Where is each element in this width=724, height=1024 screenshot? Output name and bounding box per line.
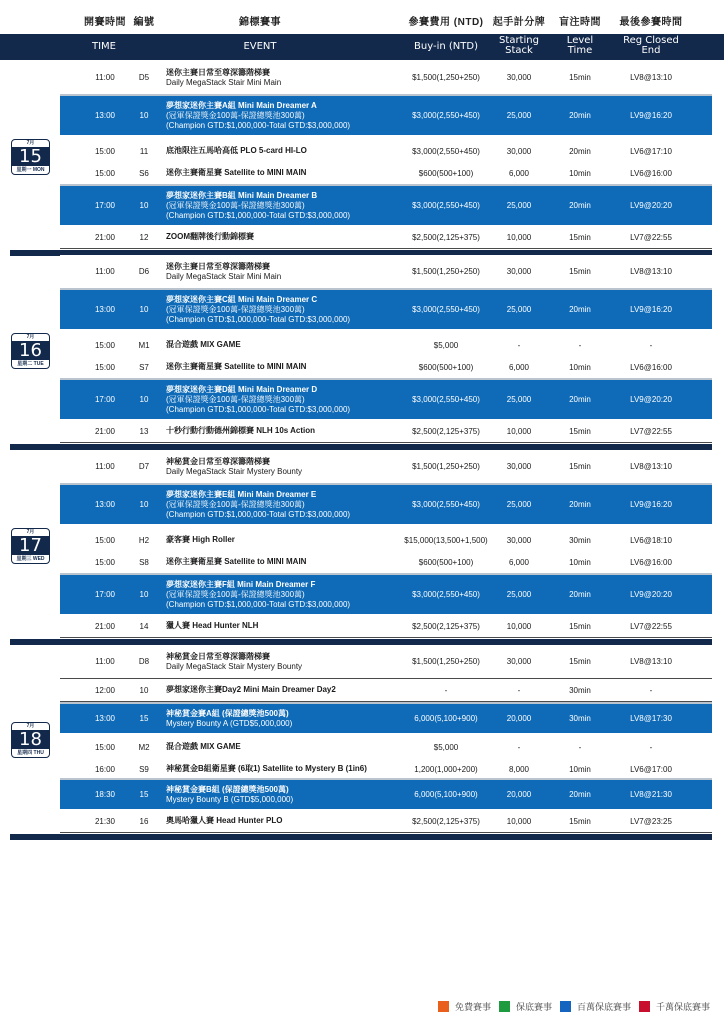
event-time: 17:00 <box>94 590 116 599</box>
event-level-time: 15min <box>569 267 591 276</box>
event-name: 豪客賽 High Roller <box>166 535 235 544</box>
event-cell <box>166 255 396 288</box>
event-cell <box>166 810 396 832</box>
event-reg-closed: LV9@16:20 <box>630 500 672 509</box>
event-subtitle: (冠軍保證獎金100萬-保證總獎池300萬) <box>166 110 305 120</box>
event-time: 17:00 <box>94 201 116 210</box>
event-number: 16 <box>139 816 149 826</box>
event-name: 奧馬哈獵人賽 Head Hunter PLO <box>166 816 283 825</box>
col-buyin-zh: 參賽費用 (NTD) <box>408 17 484 28</box>
event-buyin: $5,000 <box>433 742 459 752</box>
event-level-time: - <box>578 340 582 350</box>
event-name: 迷你主賽衛星賽 Satellite to MINI MAIN <box>166 362 307 371</box>
event-buyin: $1,500(1,250+250) <box>412 462 480 471</box>
header-en <box>0 34 724 60</box>
event-row <box>60 380 712 419</box>
event-buyin: $1,500(1,250+250) <box>412 267 480 276</box>
event-buyin: 1,200(1,000+200) <box>414 764 478 774</box>
event-row <box>60 226 712 249</box>
event-level-time: 20min <box>569 201 591 210</box>
event-reg-closed: LV9@16:20 <box>630 111 672 120</box>
col-stack-en: Starting Stack <box>499 35 539 56</box>
event-reg-closed: LV8@13:10 <box>630 267 672 276</box>
event-reg-closed: LV6@16:00 <box>630 362 672 372</box>
date-badge <box>11 139 50 175</box>
event-stack: 8,000 <box>508 764 530 774</box>
event-time: 21:30 <box>94 816 116 826</box>
date-weekday: 星期四 THU <box>17 750 44 756</box>
event-buyin: 6,000(5,100+900) <box>414 714 478 723</box>
event-time: 11:00 <box>95 462 115 471</box>
date-badge <box>11 722 50 758</box>
event-time: 21:00 <box>94 621 116 631</box>
event-stack: 25,000 <box>506 201 532 210</box>
event-time: 21:00 <box>94 426 116 436</box>
event-cell <box>166 140 396 162</box>
event-stack: 30,000 <box>506 462 532 471</box>
event-time: 18:30 <box>94 790 116 799</box>
event-time: 13:00 <box>94 111 116 120</box>
event-stack: 10,000 <box>506 426 532 436</box>
event-level-time: 30min <box>569 535 591 545</box>
col-reg-zh: 最後參賽時間 <box>619 17 683 28</box>
event-number: 11 <box>139 146 149 156</box>
legend-label: 百萬保底賽事 <box>576 1002 631 1012</box>
event-level-time: 20min <box>569 500 591 509</box>
event-cell <box>166 290 396 329</box>
event-subtitle: Mystery Bounty B (GTD$5,000,000) <box>166 794 294 804</box>
date-weekday: 星期三 WED <box>16 556 45 562</box>
event-cell <box>166 551 396 573</box>
date-month: 7月 <box>26 723 35 729</box>
event-level-time: 15min <box>569 621 591 631</box>
event-name: 迷你主賽日常至尊深籌階梯賽 <box>166 67 270 77</box>
event-subtitle: Mystery Bounty A (GTD$5,000,000) <box>166 718 293 728</box>
event-time: 15:00 <box>94 362 116 372</box>
event-number: 10 <box>139 395 149 404</box>
event-name: 神秘賞金賽A組 (保證總獎池500萬) <box>166 708 289 718</box>
event-time: 15:00 <box>94 557 116 567</box>
event-stack: 6,000 <box>508 557 530 567</box>
event-reg-closed: LV9@20:20 <box>630 201 672 210</box>
event-number: 10 <box>139 685 149 695</box>
event-stack: 20,000 <box>506 790 532 799</box>
legend-swatch-icon <box>438 1001 449 1012</box>
event-stack: 30,000 <box>506 657 532 666</box>
event-stack: 30,000 <box>506 146 532 156</box>
event-level-time: 20min <box>569 590 591 599</box>
event-row <box>60 704 712 733</box>
day-separator <box>10 834 712 840</box>
event-subtitle: Daily MegaStack Stair Mini Main <box>166 271 282 281</box>
event-name: 夢想家迷你主賽C組 Mini Main Dreamer C <box>166 294 318 304</box>
event-time: 11:00 <box>95 267 115 276</box>
legend-item <box>438 1000 491 1013</box>
date-month: 7月 <box>26 334 35 340</box>
event-reg-closed: LV8@17:30 <box>630 714 672 723</box>
col-reg-en: Reg Closed End <box>623 35 679 56</box>
event-time: 12:00 <box>94 685 116 695</box>
event-cell <box>166 380 396 419</box>
event-level-time: 15min <box>569 816 591 826</box>
event-stack: 25,000 <box>506 111 532 120</box>
col-no-zh: 編號 <box>133 17 155 28</box>
event-stack: 25,000 <box>506 590 532 599</box>
event-stack: 10,000 <box>506 232 532 242</box>
event-cell <box>166 645 396 678</box>
event-cell <box>166 420 396 442</box>
event-subtitle: (冠軍保證獎金100萬-保證總獎池300萬) <box>166 394 305 404</box>
event-number: 15 <box>139 714 149 723</box>
event-name: 夢想家迷你主賽Day2 Mini Main Dreamer Day2 <box>166 685 336 694</box>
event-level-time: 15min <box>569 232 591 242</box>
event-row <box>60 575 712 614</box>
event-subtitle: Daily MegaStack Stair Mini Main <box>166 77 282 87</box>
event-reg-closed: LV6@17:10 <box>630 146 672 156</box>
event-level-time: 20min <box>569 305 591 314</box>
event-reg-closed: - <box>649 742 653 752</box>
event-level-time: 30min <box>569 714 591 723</box>
event-time: 11:00 <box>95 657 115 666</box>
event-reg-closed: LV7@22:55 <box>630 621 672 631</box>
event-cell <box>166 736 396 758</box>
event-name: 迷你主賽衛星賽 Satellite to MINI MAIN <box>166 557 307 566</box>
event-buyin: $3,000(2,550+450) <box>412 590 480 599</box>
event-buyin: - <box>444 685 448 695</box>
event-reg-closed: LV8@13:10 <box>630 73 672 82</box>
event-number: 10 <box>139 111 149 120</box>
event-number: 10 <box>139 590 149 599</box>
legend-item <box>499 1000 552 1013</box>
event-buyin: $1,500(1,250+250) <box>412 73 480 82</box>
event-stack: 25,000 <box>506 395 532 404</box>
event-subtitle: Daily MegaStack Stair Mystery Bounty <box>166 466 303 476</box>
event-number: S9 <box>139 764 149 774</box>
event-row <box>60 485 712 524</box>
date-month: 7月 <box>26 529 35 535</box>
event-buyin: $3,000(2,550+450) <box>412 305 480 314</box>
event-buyin: $15,000(13,500+1,500) <box>404 535 488 545</box>
event-name: 夢想家迷你主賽F組 Mini Main Dreamer F <box>166 579 316 589</box>
event-number: 10 <box>139 305 149 314</box>
event-number: H2 <box>138 535 150 545</box>
event-level-time: 15min <box>569 426 591 436</box>
event-level-time: 15min <box>569 462 591 471</box>
date-day: 15 <box>12 147 49 166</box>
event-name: 迷你主賽衛星賽 Satellite to MINI MAIN <box>166 168 307 177</box>
event-number: D6 <box>138 267 150 276</box>
event-name: 神秘賞金賽B組 (保證總獎池500萬) <box>166 784 289 794</box>
event-stack: - <box>517 742 521 752</box>
event-level-time: 20min <box>569 111 591 120</box>
event-number: S6 <box>139 168 149 178</box>
legend-item <box>560 1000 631 1013</box>
event-number: 12 <box>139 232 149 242</box>
event-level-time: 10min <box>569 168 591 178</box>
event-guarantee: (Champion GTD:$1,000,000-Total GTD:$3,000,000) <box>166 599 351 609</box>
event-stack: 6,000 <box>508 362 530 372</box>
event-row <box>60 529 712 552</box>
event-subtitle: (冠軍保證獎金100萬-保證總獎池300萬) <box>166 589 305 599</box>
event-reg-closed: LV6@17:00 <box>630 764 672 774</box>
event-name: 十秒行動行動德州錦標賽 NLH 10s Action <box>166 426 316 435</box>
event-stack: 25,000 <box>506 500 532 509</box>
legend-swatch-icon <box>499 1001 510 1012</box>
event-row <box>60 356 712 379</box>
event-row <box>60 61 712 95</box>
event-name: 獵人賽 Head Hunter NLH <box>166 621 259 630</box>
event-reg-closed: LV9@20:20 <box>630 395 672 404</box>
event-row <box>60 736 712 759</box>
event-row <box>60 780 712 809</box>
event-time: 15:00 <box>94 742 116 752</box>
event-buyin: $3,000(2,550+450) <box>412 111 480 120</box>
event-cell <box>166 575 396 614</box>
event-row <box>60 551 712 574</box>
event-stack: 30,000 <box>506 535 532 545</box>
event-reg-closed: LV6@18:10 <box>630 535 672 545</box>
legend-label: 免費賽事 <box>454 1002 491 1012</box>
event-row <box>60 758 712 781</box>
event-level-time: 15min <box>569 73 591 82</box>
event-number: D5 <box>138 73 150 82</box>
event-name: ZOOM翻牌後行動錦標賽 <box>166 232 254 241</box>
event-number: 13 <box>139 426 149 436</box>
event-stack: 30,000 <box>506 73 532 82</box>
event-row <box>60 450 712 484</box>
event-row <box>60 186 712 225</box>
event-buyin: $3,000(2,550+450) <box>412 500 480 509</box>
event-time: 13:00 <box>94 305 116 314</box>
event-reg-closed: LV9@16:20 <box>630 305 672 314</box>
event-level-time: 10min <box>569 764 591 774</box>
event-row <box>60 645 712 679</box>
col-event-en: EVENT <box>243 41 277 52</box>
event-name: 迷你主賽日常至尊深籌階梯賽 <box>166 261 270 271</box>
event-buyin: $2,500(2,125+375) <box>412 816 480 826</box>
event-buyin: $3,000(2,550+450) <box>412 395 480 404</box>
event-time: 15:00 <box>94 340 116 350</box>
event-subtitle: Daily MegaStack Stair Mystery Bounty <box>166 661 303 671</box>
event-row <box>60 334 712 357</box>
date-badge <box>11 528 50 564</box>
event-cell <box>166 780 396 809</box>
event-cell <box>166 679 396 701</box>
date-weekday: 星期一 MON <box>16 167 45 173</box>
legend-item <box>639 1000 710 1013</box>
event-reg-closed: LV6@16:00 <box>630 557 672 567</box>
event-stack: 30,000 <box>506 267 532 276</box>
event-cell <box>166 615 396 637</box>
event-row <box>60 255 712 289</box>
event-buyin: $3,000(2,550+450) <box>412 201 480 210</box>
event-reg-closed: LV8@13:10 <box>630 657 672 666</box>
event-subtitle: (冠軍保證獎金100萬-保證總獎池300萬) <box>166 304 305 314</box>
event-level-time: 10min <box>569 557 591 567</box>
date-month: 7月 <box>26 140 35 146</box>
event-level-time: 20min <box>569 395 591 404</box>
event-reg-closed: LV7@22:55 <box>630 232 672 242</box>
event-stack: 6,000 <box>508 168 530 178</box>
event-cell <box>166 96 396 135</box>
event-name: 夢想家迷你主賽D組 Mini Main Dreamer D <box>166 384 318 394</box>
event-number: M1 <box>138 340 150 350</box>
event-level-time: 20min <box>569 790 591 799</box>
event-reg-closed: LV9@20:20 <box>630 590 672 599</box>
event-time: 15:00 <box>94 146 116 156</box>
event-level-time: 10min <box>569 362 591 372</box>
event-number: 15 <box>139 790 149 799</box>
event-time: 13:00 <box>94 714 116 723</box>
date-day: 16 <box>12 341 49 360</box>
legend-swatch-icon <box>639 1001 650 1012</box>
event-level-time: - <box>578 742 582 752</box>
event-reg-closed: LV7@23:25 <box>630 816 672 826</box>
event-number: S7 <box>139 362 149 372</box>
event-cell <box>166 450 396 483</box>
event-buyin: $5,000 <box>433 340 459 350</box>
event-row <box>60 96 712 135</box>
event-cell <box>166 162 396 184</box>
event-buyin: $1,500(1,250+250) <box>412 657 480 666</box>
event-subtitle: (冠軍保證獎金100萬-保證總獎池300萬) <box>166 499 305 509</box>
legend-swatch-icon <box>560 1001 571 1012</box>
event-name: 夢想家迷你主賽E組 Mini Main Dreamer E <box>166 489 317 499</box>
event-time: 21:00 <box>94 232 116 242</box>
event-stack: 25,000 <box>506 305 532 314</box>
event-number: M2 <box>138 742 150 752</box>
event-name: 夢想家迷你主賽A組 Mini Main Dreamer A <box>166 100 317 110</box>
event-name: 混合遊戲 MIX GAME <box>166 340 241 349</box>
event-time: 17:00 <box>94 395 116 404</box>
event-reg-closed: - <box>649 685 653 695</box>
event-buyin: $600(500+100) <box>418 362 474 372</box>
event-cell <box>166 529 396 551</box>
event-time: 15:00 <box>94 535 116 545</box>
event-level-time: 20min <box>569 146 591 156</box>
event-reg-closed: LV6@16:00 <box>630 168 672 178</box>
event-buyin: $3,000(2,550+450) <box>412 146 480 156</box>
event-name: 神秘賞金日常至尊深籌階梯賽 <box>166 456 270 466</box>
event-row <box>60 679 712 702</box>
event-name: 夢想家迷你主賽B組 Mini Main Dreamer B <box>166 190 318 200</box>
event-number: 10 <box>139 500 149 509</box>
event-time: 13:00 <box>94 500 116 509</box>
event-row <box>60 615 712 638</box>
event-number: S8 <box>139 557 149 567</box>
event-level-time: 15min <box>569 657 591 666</box>
event-time: 11:00 <box>95 73 115 82</box>
event-name: 混合遊戲 MIX GAME <box>166 742 241 751</box>
event-stack: 10,000 <box>506 816 532 826</box>
event-buyin: $600(500+100) <box>418 168 474 178</box>
header-zh <box>0 0 724 34</box>
date-weekday: 星期二 TUE <box>17 361 44 367</box>
event-guarantee: (Champion GTD:$1,000,000-Total GTD:$3,000,000) <box>166 404 351 414</box>
event-cell <box>166 704 396 733</box>
event-reg-closed: LV8@21:30 <box>630 790 672 799</box>
event-cell <box>166 186 396 225</box>
event-number: D7 <box>138 462 150 471</box>
date-day: 17 <box>12 536 49 555</box>
legend-label: 千萬保底賽事 <box>655 1002 710 1012</box>
event-reg-closed: LV8@13:10 <box>630 462 672 471</box>
event-name: 神秘賞金B組衛星賽 (6取1) Satellite to Mystery B (1in6) <box>166 764 367 773</box>
event-number: 14 <box>139 621 149 631</box>
event-reg-closed: - <box>649 340 653 350</box>
event-time: 16:00 <box>94 764 116 774</box>
col-event-zh: 錦標賽事 <box>239 17 281 28</box>
date-badge <box>11 333 50 369</box>
event-row <box>60 290 712 329</box>
col-level-en: Level Time <box>566 35 594 56</box>
event-guarantee: (Champion GTD:$1,000,000-Total GTD:$3,000,000) <box>166 314 351 324</box>
event-guarantee: (Champion GTD:$1,000,000-Total GTD:$3,000,000) <box>166 509 351 519</box>
event-time: 15:00 <box>94 168 116 178</box>
event-stack: - <box>517 340 521 350</box>
event-level-time: 30min <box>569 685 591 695</box>
event-row <box>60 420 712 443</box>
event-buyin: $600(500+100) <box>418 557 474 567</box>
legend <box>430 1000 710 1013</box>
event-reg-closed: LV7@22:55 <box>630 426 672 436</box>
event-buyin: $2,500(2,125+375) <box>412 621 480 631</box>
col-stack-zh: 起手計分牌 <box>492 17 546 28</box>
event-buyin: 6,000(5,100+900) <box>414 790 478 799</box>
event-cell <box>166 61 396 94</box>
col-buyin-en: Buy-in (NTD) <box>414 41 478 52</box>
event-stack: 10,000 <box>506 621 532 631</box>
event-name: 神秘賞金日常至尊深籌階梯賽 <box>166 651 270 661</box>
col-time-zh: 開賽時間 <box>84 17 126 28</box>
event-name: 底池限注五馬哈高低 PLO 5-card HI-LO <box>166 146 307 155</box>
event-row <box>60 810 712 833</box>
event-stack: - <box>517 685 521 695</box>
event-number: 10 <box>139 201 149 210</box>
event-cell <box>166 334 396 356</box>
event-subtitle: (冠軍保證獎金100萬-保證總獎池300萬) <box>166 200 305 210</box>
col-level-zh: 盲注時間 <box>559 17 601 28</box>
event-stack: 20,000 <box>506 714 532 723</box>
event-buyin: $2,500(2,125+375) <box>412 426 480 436</box>
col-time-en: TIME <box>91 41 116 52</box>
event-cell <box>166 485 396 524</box>
date-day: 18 <box>12 730 49 749</box>
event-row <box>60 162 712 185</box>
event-buyin: $2,500(2,125+375) <box>412 232 480 242</box>
event-number: D8 <box>138 657 150 666</box>
event-row <box>60 140 712 163</box>
event-guarantee: (Champion GTD:$1,000,000-Total GTD:$3,000,000) <box>166 120 351 130</box>
event-cell <box>166 758 396 780</box>
event-cell <box>166 356 396 378</box>
event-cell <box>166 226 396 248</box>
event-guarantee: (Champion GTD:$1,000,000-Total GTD:$3,000,000) <box>166 210 351 220</box>
legend-label: 保底賽事 <box>515 1002 552 1012</box>
